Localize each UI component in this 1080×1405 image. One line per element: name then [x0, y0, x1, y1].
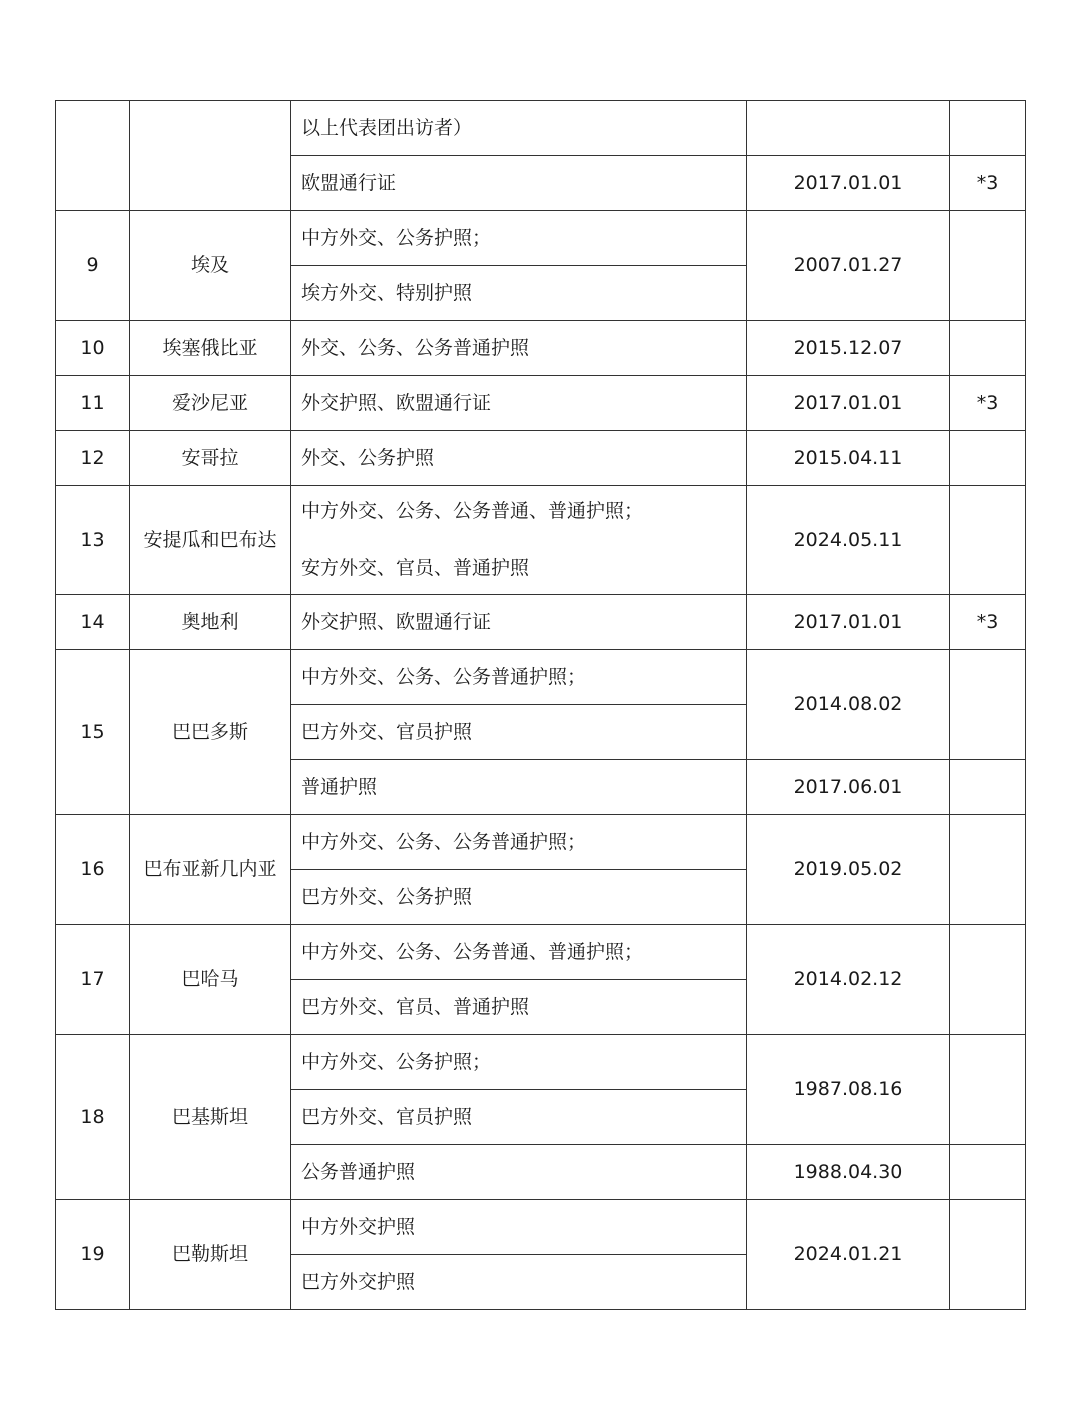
table-body: [56, 101, 1026, 1310]
country-name: 巴哈马: [130, 925, 291, 1035]
row-number: 11: [56, 376, 130, 431]
remark: [950, 211, 1026, 321]
country-name: 巴巴多斯: [130, 650, 291, 815]
row-number: 18: [56, 1035, 130, 1200]
passport-type: 中方外交、公务、公务普通护照；: [291, 650, 747, 705]
remark: [950, 925, 1026, 1035]
country-name: 安提瓜和巴布达: [130, 486, 291, 595]
effective-date: 2024.05.11: [747, 486, 950, 595]
passport-type: 埃方外交、特别护照: [291, 266, 747, 321]
country-name: 巴基斯坦: [130, 1035, 291, 1200]
row-number: 12: [56, 431, 130, 486]
table-row: [56, 1035, 1026, 1090]
table-row: [56, 925, 1026, 980]
remark: [950, 321, 1026, 376]
passport-type: 巴方外交护照: [291, 1255, 747, 1310]
row-number: 19: [56, 1200, 130, 1310]
table-row: [56, 376, 1026, 431]
remark: *3: [950, 376, 1026, 431]
passport-type: 欧盟通行证: [291, 156, 747, 211]
country-name: 巴布亚新几内亚: [130, 815, 291, 925]
passport-type: 巴方外交、公务护照: [291, 870, 747, 925]
table-row: [56, 650, 1026, 705]
country-name: 埃及: [130, 211, 291, 321]
table-row: [56, 321, 1026, 376]
remark: [950, 760, 1026, 815]
effective-date: 2017.01.01: [747, 156, 950, 211]
passport-type: 中方外交、公务护照；: [291, 211, 747, 266]
passport-type: 中方外交、公务、公务普通、普通护照； 安方外交、官员、普通护照: [291, 486, 747, 595]
country-name: 爱沙尼亚: [130, 376, 291, 431]
country-name: 巴勒斯坦: [130, 1200, 291, 1310]
effective-date: 2019.05.02: [747, 815, 950, 925]
country-name: 埃塞俄比亚: [130, 321, 291, 376]
passport-type: 公务普通护照: [291, 1145, 747, 1200]
remark: [950, 650, 1026, 760]
remark: [950, 815, 1026, 925]
country-name: 安哥拉: [130, 431, 291, 486]
effective-date: 2015.12.07: [747, 321, 950, 376]
row-number: 17: [56, 925, 130, 1035]
table-row: [56, 815, 1026, 870]
country-name: [130, 101, 291, 211]
remark: [950, 101, 1026, 156]
passport-type: 中方外交、公务护照；: [291, 1035, 747, 1090]
country-name: 奥地利: [130, 595, 291, 650]
passport-type: 外交护照、欧盟通行证: [291, 376, 747, 431]
row-number: 14: [56, 595, 130, 650]
table-row: [56, 1200, 1026, 1255]
effective-date: 1987.08.16: [747, 1035, 950, 1145]
effective-date: 1988.04.30: [747, 1145, 950, 1200]
table-row: [56, 431, 1026, 486]
table-row: [56, 595, 1026, 650]
effective-date: 2014.02.12: [747, 925, 950, 1035]
passport-type: 外交、公务、公务普通护照: [291, 321, 747, 376]
passport-type: 巴方外交、官员护照: [291, 1090, 747, 1145]
remark: [950, 1200, 1026, 1310]
visa-exemption-table: [55, 100, 1026, 1310]
passport-type: 中方外交、公务、公务普通、普通护照；: [291, 925, 747, 980]
passport-type: 中方外交、公务、公务普通护照；: [291, 815, 747, 870]
remark: [950, 486, 1026, 595]
remark: *3: [950, 156, 1026, 211]
row-number: 16: [56, 815, 130, 925]
row-number: 10: [56, 321, 130, 376]
row-number: 9: [56, 211, 130, 321]
effective-date: 2017.06.01: [747, 760, 950, 815]
effective-date: 2007.01.27: [747, 211, 950, 321]
passport-type: 外交护照、欧盟通行证: [291, 595, 747, 650]
table-row: [56, 211, 1026, 266]
effective-date: 2024.01.21: [747, 1200, 950, 1310]
passport-type: 巴方外交、官员护照: [291, 705, 747, 760]
passport-type: 以上代表团出访者）: [291, 101, 747, 156]
row-number: 13: [56, 486, 130, 595]
row-number: 15: [56, 650, 130, 815]
effective-date: [747, 101, 950, 156]
row-number: [56, 101, 130, 211]
passport-type: 外交、公务护照: [291, 431, 747, 486]
table-row: [56, 486, 1026, 595]
effective-date: 2017.01.01: [747, 595, 950, 650]
passport-type: 普通护照: [291, 760, 747, 815]
remark: *3: [950, 595, 1026, 650]
passport-type: 巴方外交、官员、普通护照: [291, 980, 747, 1035]
remark: [950, 431, 1026, 486]
effective-date: 2015.04.11: [747, 431, 950, 486]
passport-type: 中方外交护照: [291, 1200, 747, 1255]
table-row: [56, 101, 1026, 156]
remark: [950, 1145, 1026, 1200]
effective-date: 2017.01.01: [747, 376, 950, 431]
remark: [950, 1035, 1026, 1145]
effective-date: 2014.08.02: [747, 650, 950, 760]
